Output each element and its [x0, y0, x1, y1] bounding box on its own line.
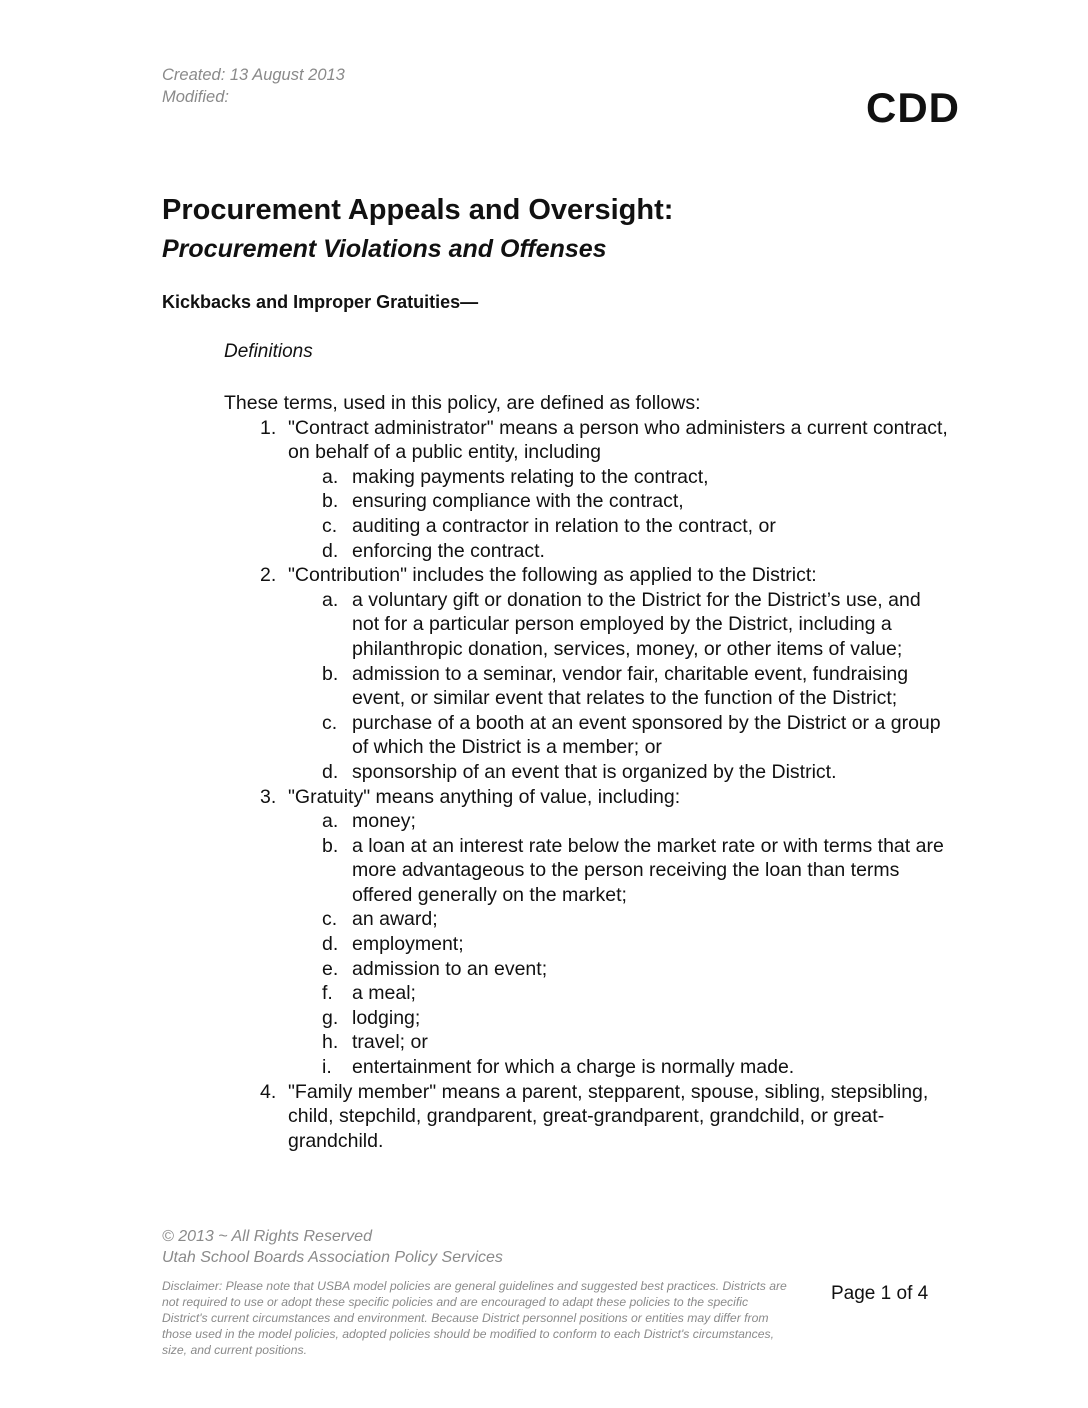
subitem-text: ensuring compliance with the contract,	[352, 490, 684, 513]
subitem-text: lodging;	[352, 1006, 421, 1029]
definition-subitem	[224, 1006, 964, 1031]
list-marker: 3.	[260, 785, 277, 808]
subitem-text: purchase of a booth at an event sponsored by the District or a group of which the District is a member; or	[352, 711, 941, 759]
definition-subitem	[224, 907, 964, 932]
policy-code: CDD	[866, 84, 960, 131]
section-heading: Kickbacks and Improper Gratuities—	[162, 292, 479, 312]
definition-item	[224, 416, 964, 465]
list-marker: h.	[322, 1031, 339, 1054]
definition-subitem	[224, 539, 964, 564]
subitem-text: entertainment for which a charge is normally made.	[352, 1056, 795, 1079]
list-marker: 1.	[260, 416, 277, 439]
copyright-line: © 2013 ~ All Rights Reserved	[162, 1228, 372, 1245]
list-marker: a.	[322, 810, 339, 833]
subitem-text: a voluntary gift or donation to the District for the District’s use, and not for a particular person employed by the District, including a philanthropic donation, services, money, or other items of value;	[352, 588, 921, 660]
subitem-text: sponsorship of an event that is organized by the District.	[352, 760, 837, 783]
list-marker: d.	[322, 760, 339, 783]
publisher-line: Utah School Boards Association Policy Services	[162, 1249, 503, 1266]
subitem-text: travel; or	[352, 1031, 428, 1054]
definition-subitem	[224, 932, 964, 957]
definition-item	[224, 1080, 964, 1154]
list-marker: 4.	[260, 1080, 277, 1103]
list-marker: d.	[322, 539, 339, 562]
definition-text: "Gratuity" means anything of value, including:	[288, 785, 681, 808]
document-meta	[162, 64, 345, 108]
subitem-text: a loan at an interest rate below the market rate or with terms that are more advantageous to the person receiving the loan than terms offered generally on the market;	[352, 834, 944, 906]
list-marker: a.	[322, 588, 339, 611]
created-date: Created: 13 August 2013	[162, 66, 345, 84]
subitem-text: employment;	[352, 933, 464, 956]
definition-item	[224, 785, 964, 810]
definitions-list	[224, 416, 964, 1154]
page-number: Page 1 of 4	[831, 1283, 929, 1304]
list-marker: 2.	[260, 564, 277, 587]
subitem-text: admission to a seminar, vendor fair, charitable event, fundraising event, or similar event that relates to the function of the District;	[352, 662, 909, 710]
definition-subitem	[224, 1055, 964, 1080]
disclaimer: Disclaimer: Please note that USBA model policies are general guidelines and suggested best practices. Districts are not required to use or adopt these specific policies and are encouraged to adapt these policies to the specific District's current circumstances and environment. Because District personnel positions or entities may differ from those used in the model policies, adopted policies should be modified to conform to each District's circumstances, size, and current positions.	[162, 1279, 787, 1357]
list-marker: b.	[322, 834, 339, 857]
definition-text: "Contract administrator" means a person who administers a current contract, on behalf of a public entity, including	[288, 416, 948, 464]
list-marker: a.	[322, 465, 339, 488]
definition-subitem	[224, 662, 964, 711]
definition-subitem	[224, 1030, 964, 1055]
definition-text: "Family member" means a parent, stepparent, spouse, sibling, stepsibling, child, stepchild, grandparent, great-grandparent, grandchild, or great-grandchild.	[288, 1080, 929, 1152]
subitem-text: auditing a contractor in relation to the contract, or	[352, 514, 776, 537]
page-title: Procurement Appeals and Oversight:	[162, 194, 674, 226]
list-marker: c.	[322, 514, 338, 537]
definition-subitem	[224, 760, 964, 785]
definition-text: "Contribution" includes the following as applied to the District:	[288, 564, 817, 587]
definition-subitem	[224, 981, 964, 1006]
definition-subitem	[224, 514, 964, 539]
list-marker: i.	[322, 1056, 332, 1079]
list-marker: d.	[322, 933, 339, 956]
definition-subitem	[224, 834, 964, 908]
modified-date: Modified:	[162, 88, 229, 106]
list-marker: b.	[322, 490, 339, 513]
page-subtitle: Procurement Violations and Offenses	[162, 235, 607, 263]
list-marker: f.	[322, 982, 333, 1005]
definition-subitem	[224, 809, 964, 834]
list-marker: g.	[322, 1006, 339, 1029]
subitem-text: making payments relating to the contract,	[352, 465, 709, 488]
subsection-heading: Definitions	[224, 341, 313, 362]
policy-body	[224, 391, 964, 1153]
list-marker: b.	[322, 662, 339, 685]
subitem-text: admission to an event;	[352, 957, 548, 980]
definition-subitem	[224, 588, 964, 662]
intro-text: These terms, used in this policy, are defined as follows:	[224, 392, 701, 414]
definition-subitem	[224, 489, 964, 514]
definition-item	[224, 563, 964, 588]
list-marker: c.	[322, 711, 338, 734]
copyright	[162, 1226, 503, 1268]
subitem-text: a meal;	[352, 982, 416, 1005]
list-marker: c.	[322, 908, 338, 931]
definition-subitem	[224, 465, 964, 490]
definition-subitem	[224, 711, 964, 760]
subitem-text: money;	[352, 810, 416, 833]
subitem-text: enforcing the contract.	[352, 539, 545, 562]
subitem-text: an award;	[352, 908, 438, 931]
definition-subitem	[224, 957, 964, 982]
list-marker: e.	[322, 957, 339, 980]
